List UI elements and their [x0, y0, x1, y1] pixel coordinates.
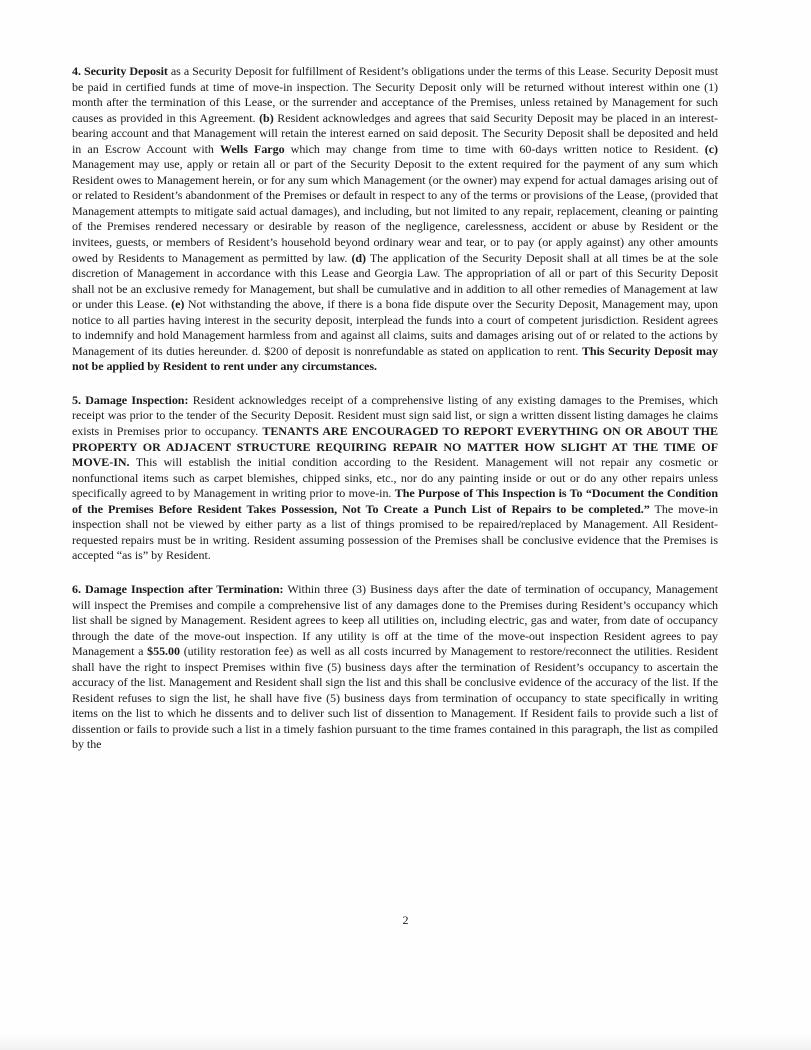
bold-run: Wells Fargo — [220, 141, 285, 156]
section-5-damage-inspection — [72, 393, 718, 564]
text-run: The application of the Security Deposit shall at all times be at the sole discretion of Management in accordance with this Lease and Georgia Law. The appropriation of all or part of this Security Deposit shall not be an exclusive remedy for Management, but shall be cumulative and in addition to all other remedies of Management at law or under this Lease. — [72, 250, 718, 312]
text-run: Within three (3) Business days after the date of termination of occupancy, Management will inspect the Premises and compile a comprehensive list of any damages done to the Premises during Resident’s occupancy which list shall be signed by Management. Resident agrees to keep all utilities on, including electric, gas and water, from date of occupancy through the date of the move-out inspection. If any utility is off at the time of the move-out inspection Resident agrees to pay Management a — [72, 581, 719, 659]
bold-run: $55.00 — [147, 644, 180, 659]
bold-run: TENANTS ARE ENCOURAGED TO REPORT EVERYTHING ON OR ABOUT THE PROPERTY OR ADJACENT STRUCTURE REQUIRING REPAIR NO MATTER HOW SLIGHT AT THE TIME OF MOVE-IN. — [72, 424, 718, 470]
text-run: This will establish the initial condition according to the Resident. Management will not repair any cosmetic or nonfunctional items such as carpet blemishes, chipped sinks, etc., nor do any painting inside or out or do any other repairs unless specifically agreed to by Management in writing prior to move-in. — [72, 455, 718, 501]
bold-run: 5. Damage Inspection: — [72, 392, 189, 407]
document-body — [72, 64, 718, 771]
bold-run: (b) — [259, 110, 274, 125]
page-number: 2 — [402, 913, 409, 927]
text-run: The move-in inspection shall not be viewed by either party as a list of things promised to be repaired/replaced by Management. All Resident-requested repairs must be in writing. Resident assuming possession of the Premises shall be conclusive evidence that the Premises is accepted “as is” by Resident. — [72, 501, 718, 563]
text-run: Resident acknowledges and agrees that said Security Deposit may be placed in an interest-bearing account and that Management will retain the interest earned on said deposit. The Security Deposit shall be deposited and held in an Escrow Account with — [72, 110, 719, 156]
text-run: (utility restoration fee) as well as all costs incurred by Management to restore/reconnect the utilities. Resident shall have the right to inspect Premises within five (5) business days after the termination of Resident’s occupancy to ascertain the accuracy of the list. Management and Resident shall sign the list and this shall be conclusive evidence of the accuracy of the list. If the Resident refuses to sign the list, he shall have five (5) business days from termination of occupancy to state specifically in writing items on the list to which he dissents and to deliver such list of dissention to Management. If Resident fails to provide such a list of dissention or fails to provide such a list in a timely fashion pursuant to the time frames contained in this paragraph, the list as compiled by the — [72, 644, 718, 752]
text-run: Management may use, apply or retain all or part of the Security Deposit to the extent required for the payment of any sum which Resident owes to Management herein, or for any sum which Management (or the owner) may expend for actual damages arising out of or related to Resident’s abandonment of the Premises or default in respect to any of the terms or provisions of the Lease, (provided that Management attempts to mitigate said actual damages), and including, but not limited to any repair, replacement, cleaning or painting of the Premises rendered necessary or desirable by reason of the negligence, carelessness, accident or abuse by Resident or the invitees, guests, or members of Resident’s household beyond ordinary wear and tear, or to pay (or apply against) any other amounts owed by Residents to Management as permitted by law. — [72, 157, 718, 265]
bold-run: (e) — [171, 297, 185, 312]
bold-run: 6. Damage Inspection after Termination: — [72, 581, 284, 596]
bold-run: The Purpose of This Inspection is To “Document the Condition of the Premises Before Resident Takes Possession, Not To Create a Punch List of Repairs to be completed.” — [72, 486, 718, 516]
page-bottom-edge — [0, 1032, 811, 1050]
bold-run: 4. Security Deposit — [72, 64, 168, 78]
bold-run: (d) — [351, 250, 367, 265]
text-run: which may change from time to time with 60-days written notice to Resident. — [284, 141, 705, 156]
section-4-security-deposit — [72, 64, 718, 375]
text-run: as a Security Deposit for fulfillment of Resident’s obligations under the terms of this Lease. Security Deposit must be paid in certified funds at time of move-in inspection. The Security Deposit only will be returned without interest within one (1) month after the termination of this Lease, or the surrender and acceptance of the Premises, unless retained by Management for such causes as provided in this Agreement. — [72, 64, 718, 125]
text-run: Not withstanding the above, if there is a bona fide dispute over the Security Deposit, Management may, upon notice to all parties having interest in the security deposit, interplead the funds into a court of competent jurisdiction. Resident agrees to indemnify and hold Management harmless from and against all claims, suits and damages arising out of or related to the actions by Management of its duties hereunder. d. $200 of deposit is nonrefundable as stated on application to rent. — [72, 297, 719, 358]
bold-run: This Security Deposit may not be applied by Resident to rent under any circumstances. — [72, 343, 718, 374]
section-6-damage-inspection-after-termination — [72, 582, 718, 753]
bold-run: (c) — [704, 141, 718, 156]
text-run: Resident acknowledges receipt of a comprehensive listing of any existing damages to the Premises, which receipt was prior to the tender of the Security Deposit. Resident must sign said list, or sign a written dissent listing damages he claims exists in Premises prior to occupancy. — [72, 392, 718, 439]
